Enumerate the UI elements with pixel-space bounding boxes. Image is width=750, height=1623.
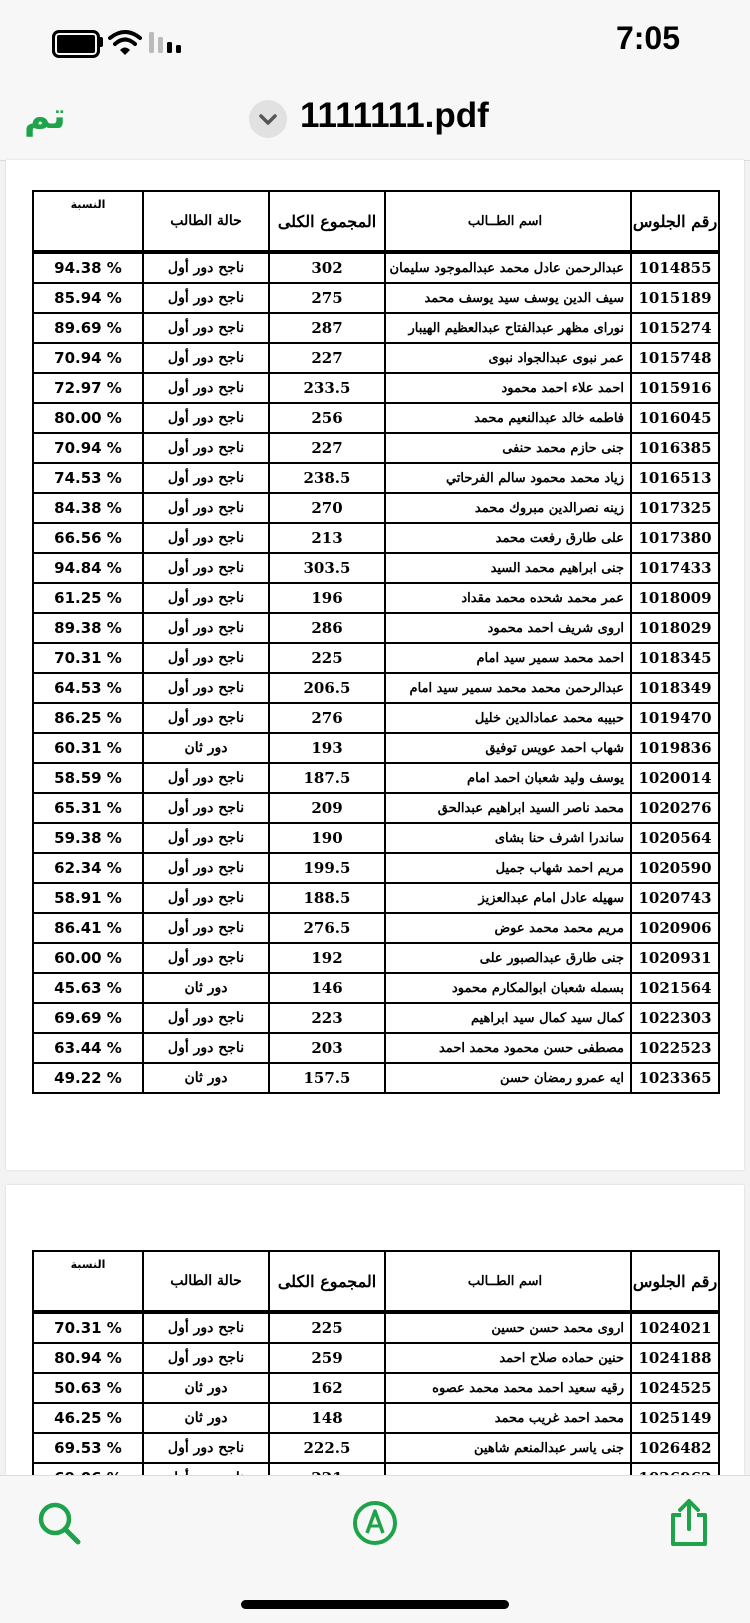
total-cell: 187.5 <box>269 763 385 793</box>
student-name-cell: عمر محمد شحده محمد مقداد <box>385 583 631 613</box>
percent-cell: 49.22 % <box>33 1063 143 1093</box>
status-cell: ناجح دور أول <box>143 553 269 583</box>
percent-cell: 60.31 % <box>33 733 143 763</box>
student-name-cell: اروى محمد حسن حسين <box>385 1312 631 1343</box>
table-body <box>33 1312 719 1493</box>
status-cell: ناجح دور أول <box>143 1343 269 1373</box>
student-name-cell: محمد احمد غريب محمد <box>385 1403 631 1433</box>
status-cell: ناجح دور أول <box>143 343 269 373</box>
total-cell: 233.5 <box>269 373 385 403</box>
total-cell: 213 <box>269 523 385 553</box>
student-name-cell: شهاب احمد عويس توفيق <box>385 733 631 763</box>
percent-cell: 60.00 % <box>33 943 143 973</box>
total-cell: 270 <box>269 493 385 523</box>
percent-cell: 86.41 % <box>33 913 143 943</box>
status-cell: ناجح دور أول <box>143 613 269 643</box>
status-cell: ناجح دور أول <box>143 853 269 883</box>
table-row <box>33 1433 719 1463</box>
table-row <box>33 583 719 613</box>
seat-cell: 1016045 <box>631 403 719 433</box>
percent-cell: 80.94 % <box>33 1343 143 1373</box>
student-name-cell: مريم احمد شهاب جميل <box>385 853 631 883</box>
total-cell: 225 <box>269 1312 385 1343</box>
total-cell: 162 <box>269 1373 385 1403</box>
search-icon[interactable] <box>34 1498 84 1548</box>
status-cell: دور ثان <box>143 1063 269 1093</box>
status-cell: ناجح دور أول <box>143 913 269 943</box>
percent-cell: 70.31 % <box>33 1312 143 1343</box>
cellular-signal-icon <box>148 30 184 54</box>
percent-cell: 69.69 % <box>33 1003 143 1033</box>
status-cell: ناجح دور أول <box>143 252 269 283</box>
percent-cell: 94.38 % <box>33 252 143 283</box>
student-name-cell: محمد ناصر السيد ابراهيم عبدالحق <box>385 793 631 823</box>
seat-cell: 1018009 <box>631 583 719 613</box>
total-cell: 225 <box>269 643 385 673</box>
battery-icon <box>52 30 100 58</box>
seat-cell: 1023365 <box>631 1063 719 1093</box>
seat-cell: 1015916 <box>631 373 719 403</box>
student-name-cell: احمد علاء احمد محمود <box>385 373 631 403</box>
total-cell: 157.5 <box>269 1063 385 1093</box>
seat-cell: 1024021 <box>631 1312 719 1343</box>
student-name-cell: يوسف وليد شعبان احمد امام <box>385 763 631 793</box>
status-cell: ناجح دور أول <box>143 403 269 433</box>
total-cell: 256 <box>269 403 385 433</box>
seat-cell: 1015189 <box>631 283 719 313</box>
seat-cell: 1026482 <box>631 1433 719 1463</box>
table-row <box>33 1312 719 1343</box>
status-cell: ناجح دور أول <box>143 1433 269 1463</box>
student-name-cell: جنى طارق عبدالصبور على <box>385 943 631 973</box>
percent-cell: 80.00 % <box>33 403 143 433</box>
results-table-page-1 <box>32 190 720 1094</box>
status-cell: ناجح دور أول <box>143 703 269 733</box>
total-cell: 192 <box>269 943 385 973</box>
percent-cell: 94.84 % <box>33 553 143 583</box>
table-row <box>33 763 719 793</box>
seat-cell: 1018349 <box>631 673 719 703</box>
percent-cell: 89.38 % <box>33 613 143 643</box>
title-menu-button[interactable] <box>249 100 287 138</box>
seat-cell: 1022303 <box>631 1003 719 1033</box>
student-name-cell: سيف الدين يوسف سيد يوسف محمد <box>385 283 631 313</box>
table-row <box>33 343 719 373</box>
seat-cell: 1019836 <box>631 733 719 763</box>
wifi-icon <box>108 28 142 56</box>
status-cell: دور ثان <box>143 733 269 763</box>
status-cell: ناجح دور أول <box>143 493 269 523</box>
seat-cell: 1016385 <box>631 433 719 463</box>
percent-cell: 69.53 % <box>33 1433 143 1463</box>
status-cell: ناجح دور أول <box>143 283 269 313</box>
student-name-cell: رقيه سعيد احمد محمد محمد عصوه <box>385 1373 631 1403</box>
total-cell: 286 <box>269 613 385 643</box>
seat-cell: 1015748 <box>631 343 719 373</box>
total-cell: 188.5 <box>269 883 385 913</box>
student-name-cell: مريم محمد محمد عوض <box>385 913 631 943</box>
total-cell: 276 <box>269 703 385 733</box>
student-name-cell: ايه عمرو رمضان حسن <box>385 1063 631 1093</box>
seat-cell: 1025149 <box>631 1403 719 1433</box>
status-cell: دور ثان <box>143 973 269 1003</box>
student-name-cell: على طارق رفعت محمد <box>385 523 631 553</box>
percent-cell: 61.25 % <box>33 583 143 613</box>
total-cell: 222.5 <box>269 1433 385 1463</box>
total-cell: 148 <box>269 1403 385 1433</box>
percent-cell: 70.94 % <box>33 343 143 373</box>
table-row <box>33 643 719 673</box>
table-header-row <box>33 1251 719 1312</box>
table-row <box>33 913 719 943</box>
table-row <box>33 613 719 643</box>
header-student-name: اسم الطــالب <box>385 191 631 252</box>
chevron-down-icon <box>249 100 287 138</box>
student-name-cell: زياد محمد محمود سالم الفرحاتي <box>385 463 631 493</box>
percent-cell: 45.63 % <box>33 973 143 1003</box>
total-cell: 193 <box>269 733 385 763</box>
header-seat-number: رقم الجلوس <box>631 191 719 252</box>
student-name-cell: مصطفى حسن محمود محمد احمد <box>385 1033 631 1063</box>
table-header-row <box>33 191 719 252</box>
seat-cell: 1020931 <box>631 943 719 973</box>
seat-cell: 1018345 <box>631 643 719 673</box>
student-name-cell: نوراى مظهر عبدالفتاح عبدالعظيم الهيبار <box>385 313 631 343</box>
total-cell: 276.5 <box>269 913 385 943</box>
header-total: المجموع الكلى <box>269 191 385 252</box>
student-name-cell: كمال سيد كمال سيد ابراهيم <box>385 1003 631 1033</box>
status-cell: دور ثان <box>143 1403 269 1433</box>
status-cell: ناجح دور أول <box>143 673 269 703</box>
status-cell: ناجح دور أول <box>143 1003 269 1033</box>
status-cell: ناجح دور أول <box>143 823 269 853</box>
seat-cell: 1021564 <box>631 973 719 1003</box>
seat-cell: 1024188 <box>631 1343 719 1373</box>
percent-cell: 85.94 % <box>33 283 143 313</box>
table-row <box>33 252 719 283</box>
seat-cell: 1017433 <box>631 553 719 583</box>
total-cell: 203 <box>269 1033 385 1063</box>
percent-cell: 58.91 % <box>33 883 143 913</box>
table-row <box>33 403 719 433</box>
student-name-cell: حنين حماده صلاح احمد <box>385 1343 631 1373</box>
student-name-cell: حبيبه محمد عمادالدين خليل <box>385 703 631 733</box>
status-cell: ناجح دور أول <box>143 373 269 403</box>
status-cell: ناجح دور أول <box>143 763 269 793</box>
student-name-cell: جنى ياسر عبدالمنعم شاهين <box>385 1433 631 1463</box>
percent-cell: 58.59 % <box>33 763 143 793</box>
table-row <box>33 943 719 973</box>
percent-cell: 65.31 % <box>33 793 143 823</box>
seat-cell: 1017325 <box>631 493 719 523</box>
status-cell: ناجح دور أول <box>143 883 269 913</box>
seat-cell: 1022523 <box>631 1033 719 1063</box>
share-icon[interactable] <box>664 1498 714 1548</box>
header-percent: النسبة <box>33 1251 143 1312</box>
percent-cell: 70.94 % <box>33 433 143 463</box>
header-student-name: اسم الطــالب <box>385 1251 631 1312</box>
seat-cell: 1024525 <box>631 1373 719 1403</box>
header-status: حالة الطالب <box>143 1251 269 1312</box>
total-cell: 227 <box>269 343 385 373</box>
status-cell: ناجح دور أول <box>143 313 269 343</box>
table-row <box>33 973 719 1003</box>
total-cell: 259 <box>269 1343 385 1373</box>
table-row <box>33 493 719 523</box>
status-cell: دور ثان <box>143 1373 269 1403</box>
student-name-cell: اروى شريف احمد محمود <box>385 613 631 643</box>
table-row <box>33 1003 719 1033</box>
total-cell: 196 <box>269 583 385 613</box>
seat-cell: 1020590 <box>631 853 719 883</box>
seat-cell: 1020276 <box>631 793 719 823</box>
markup-icon[interactable] <box>350 1498 400 1548</box>
status-cell: ناجح دور أول <box>143 943 269 973</box>
table-body <box>33 252 719 1093</box>
nav-bar <box>0 90 750 161</box>
table-row <box>33 853 719 883</box>
total-cell: 190 <box>269 823 385 853</box>
status-cell: ناجح دور أول <box>143 643 269 673</box>
pdf-page-2 <box>6 1185 744 1475</box>
status-bar <box>0 0 750 90</box>
status-cell: ناجح دور أول <box>143 1033 269 1063</box>
table-row <box>33 823 719 853</box>
table-row <box>33 793 719 823</box>
table-row <box>33 883 719 913</box>
seat-cell: 1020743 <box>631 883 719 913</box>
student-name-cell: بسمله شعبان ابوالمكارم محمود <box>385 973 631 1003</box>
status-cell: ناجح دور أول <box>143 433 269 463</box>
table-row <box>33 1033 719 1063</box>
total-cell: 206.5 <box>269 673 385 703</box>
status-cell: ناجح دور أول <box>143 523 269 553</box>
total-cell: 227 <box>269 433 385 463</box>
table-row <box>33 673 719 703</box>
student-name-cell: جنى حازم محمد حنفى <box>385 433 631 463</box>
table-row <box>33 1343 719 1373</box>
seat-cell: 1020564 <box>631 823 719 853</box>
total-cell: 275 <box>269 283 385 313</box>
percent-cell: 74.53 % <box>33 463 143 493</box>
total-cell: 302 <box>269 252 385 283</box>
header-percent: النسبة <box>33 191 143 252</box>
total-cell: 238.5 <box>269 463 385 493</box>
header-total: المجموع الكلى <box>269 1251 385 1312</box>
status-cell: ناجح دور أول <box>143 463 269 493</box>
seat-cell: 1016513 <box>631 463 719 493</box>
pdf-page-1 <box>6 160 744 1170</box>
total-cell: 199.5 <box>269 853 385 883</box>
student-name-cell: عبدالرحمن محمد محمد سمير سيد امام <box>385 673 631 703</box>
table-row <box>33 373 719 403</box>
seat-cell: 1017380 <box>631 523 719 553</box>
table-row <box>33 1063 719 1093</box>
table-row <box>33 463 719 493</box>
table-row <box>33 1403 719 1433</box>
percent-cell: 50.63 % <box>33 1373 143 1403</box>
table-row <box>33 523 719 553</box>
status-time: 7:05 <box>615 20 680 56</box>
seat-cell: 1014855 <box>631 252 719 283</box>
percent-cell: 64.53 % <box>33 673 143 703</box>
table-row <box>33 433 719 463</box>
seat-cell: 1015274 <box>631 313 719 343</box>
percent-cell: 89.69 % <box>33 313 143 343</box>
percent-cell: 70.31 % <box>33 643 143 673</box>
table-row <box>33 313 719 343</box>
percent-cell: 46.25 % <box>33 1403 143 1433</box>
table-row <box>33 283 719 313</box>
table-row <box>33 553 719 583</box>
total-cell: 287 <box>269 313 385 343</box>
student-name-cell: جنى ابراهيم محمد السيد <box>385 553 631 583</box>
home-indicator[interactable] <box>241 1600 509 1609</box>
student-name-cell: فاطمه خالد عبدالنعيم محمد <box>385 403 631 433</box>
student-name-cell: عبدالرحمن عادل محمد عبدالموجود سليمان <box>385 252 631 283</box>
table-row <box>33 1373 719 1403</box>
status-cell: ناجح دور أول <box>143 793 269 823</box>
seat-cell: 1018029 <box>631 613 719 643</box>
status-cell: ناجح دور أول <box>143 583 269 613</box>
student-name-cell: زينه نصرالدين مبروك محمد <box>385 493 631 523</box>
percent-cell: 72.97 % <box>33 373 143 403</box>
total-cell: 223 <box>269 1003 385 1033</box>
done-button[interactable]: تم <box>24 96 66 137</box>
seat-cell: 1020906 <box>631 913 719 943</box>
header-seat-number: رقم الجلوس <box>631 1251 719 1312</box>
status-cell: ناجح دور أول <box>143 1312 269 1343</box>
table-row <box>33 733 719 763</box>
student-name-cell: سهيله عادل امام عبدالعزيز <box>385 883 631 913</box>
total-cell: 303.5 <box>269 553 385 583</box>
student-name-cell: احمد محمد سمير سيد امام <box>385 643 631 673</box>
table-row <box>33 703 719 733</box>
percent-cell: 86.25 % <box>33 703 143 733</box>
seat-cell: 1019470 <box>631 703 719 733</box>
percent-cell: 84.38 % <box>33 493 143 523</box>
total-cell: 146 <box>269 973 385 1003</box>
student-name-cell: عمر نبوى عبدالجواد نبوى <box>385 343 631 373</box>
header-status: حالة الطالب <box>143 191 269 252</box>
percent-cell: 59.38 % <box>33 823 143 853</box>
percent-cell: 62.34 % <box>33 853 143 883</box>
battery-cap <box>99 37 103 47</box>
student-name-cell: ساندرا اشرف حنا بشاى <box>385 823 631 853</box>
document-title[interactable]: 1111111.pdf <box>300 96 489 135</box>
results-table-page-2 <box>32 1250 720 1494</box>
seat-cell: 1020014 <box>631 763 719 793</box>
percent-cell: 63.44 % <box>33 1033 143 1063</box>
total-cell: 209 <box>269 793 385 823</box>
percent-cell: 66.56 % <box>33 523 143 553</box>
